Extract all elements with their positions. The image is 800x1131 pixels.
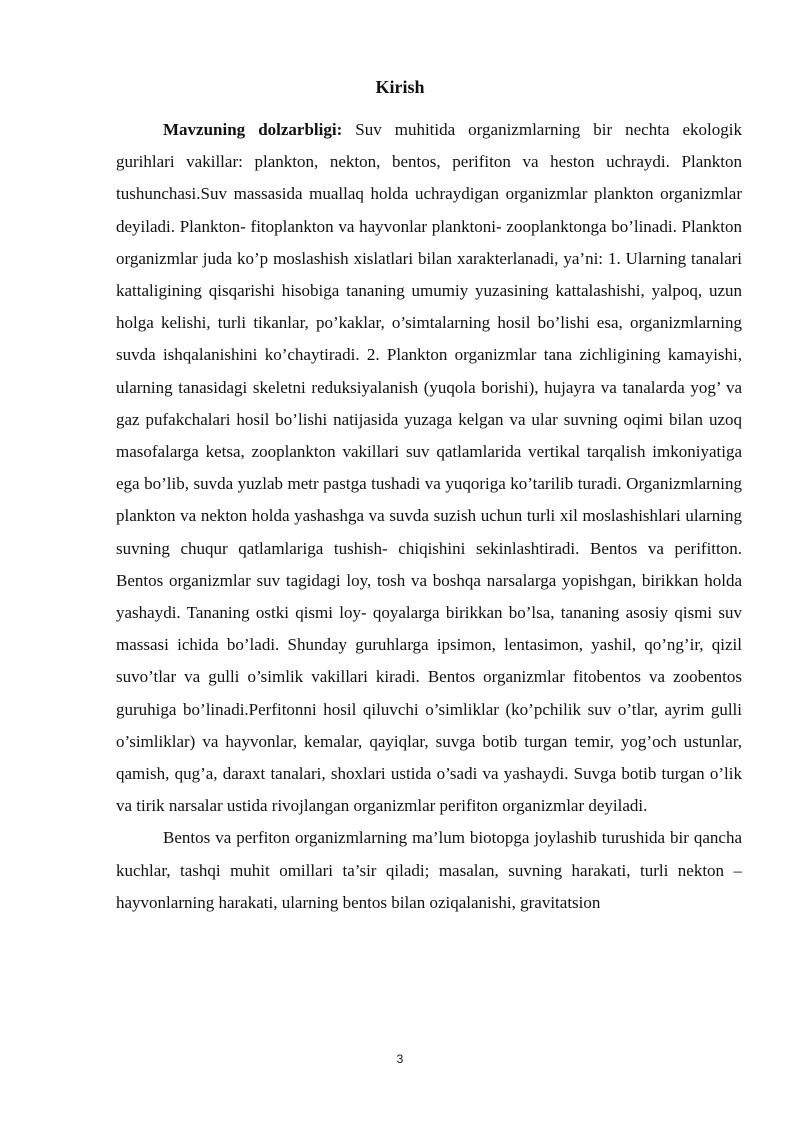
paragraph-2: [116, 822, 742, 919]
page-title: Kirish: [375, 77, 425, 97]
paragraph-1: [116, 114, 742, 822]
page-number: 3: [396, 1052, 404, 1066]
paragraph-text: Bentos va perfiton organizmlarning ma’lum biotopga joylashib turushida bir qancha kuchlar, tashqi muhit omillari ta’sir qiladi; masalan, suvning harakati, turli nekton – hayvonlarning harakati, ularning bentos bilan oziqalanishi, gravitatsion: [116, 828, 742, 912]
paragraph-lead: Mavzuning dolzarbligi:: [163, 120, 343, 139]
paragraph-text: Suv muhitida organizmlarning bir nechta ekologik gurihlari vakillar: plankton, nekton, bentos, perifiton va heston uchraydi. Plankton tushunchasi.Suv massasida muallaq holda uchraydigan organizmlar plankton organizmlar deyiladi. Plankton- fitoplankton va hayvonlar planktoni- zooplanktonga bo’linadi. Plankton organizmlar juda ko’p moslashish xislatlari bilan xarakterlanadi, ya’ni: 1. Ularning tanalari kattaligining qisqarishi hisobiga tananing umumiy yuzasining kattalashishi, yalpoq, uzun holga kelishi, turli tikanlar, po’kaklar, o’simtalarning hosil bo’lishi esa, organizmlarning suvda ishqalanishini ko’chaytiradi. 2. Plankton organizmlar tana zichligining kamayishi, ularning tanasidagi skeletni reduksiyalanish (yuqola borishi), hujayra va tanalarda yog’ va gaz pufakchalari hosil bo’lishi natijasida yuzaga kelgan va ular suvning oqimi bilan uzoq masofalarga ketsa, zooplankton vakillari suv qatlamlarida vertikal tarqalish imkoniyatiga ega bo’lib, suvda yuzlab metr pastga tushadi va yuqoriga ko’tarilib turadi. Organizmlarning plankton va nekton holda yashashga va suvda suzish uchun turli xil moslashishlari ularning suvning chuqur qatlamlariga tushish- chiqishini sekinlashtiradi. Bentos va perifitton. Bentos organizmlar suv tagidagi loy, tosh va boshqa narsalarga yopishgan, birikkan holda yashaydi. Tananing ostki qismi loy- qoyalarga birikkan bo’lsa, tananing asosiy qismi suv massasi ichida bo’ladi. Shunday guruhlarga ipsimon, lentasimon, yashil, qo’ng’ir, qizil suvo’tlar va gulli o’simlik vakillari kiradi. Bentos organizmlar fitobentos va zoobentos guruhiga bo’linadi.Perfitonni hosil qiluvchi o’simliklar (ko’pchilik suv o’tlar, ayrim gulli o’simliklar) va hayvonlar, kemalar, qayiqlar, suvga botib turgan temir, yog’och ustunlar, qamish, qug’a, daraxt tanalari, shoxlari ustida o’sadi va yashaydi. Suvga botib turgan o’lik va tirik narsalar ustida rivojlangan organizmlar perifiton organizmlar deyiladi.: [116, 120, 743, 816]
body-text: [116, 114, 742, 919]
